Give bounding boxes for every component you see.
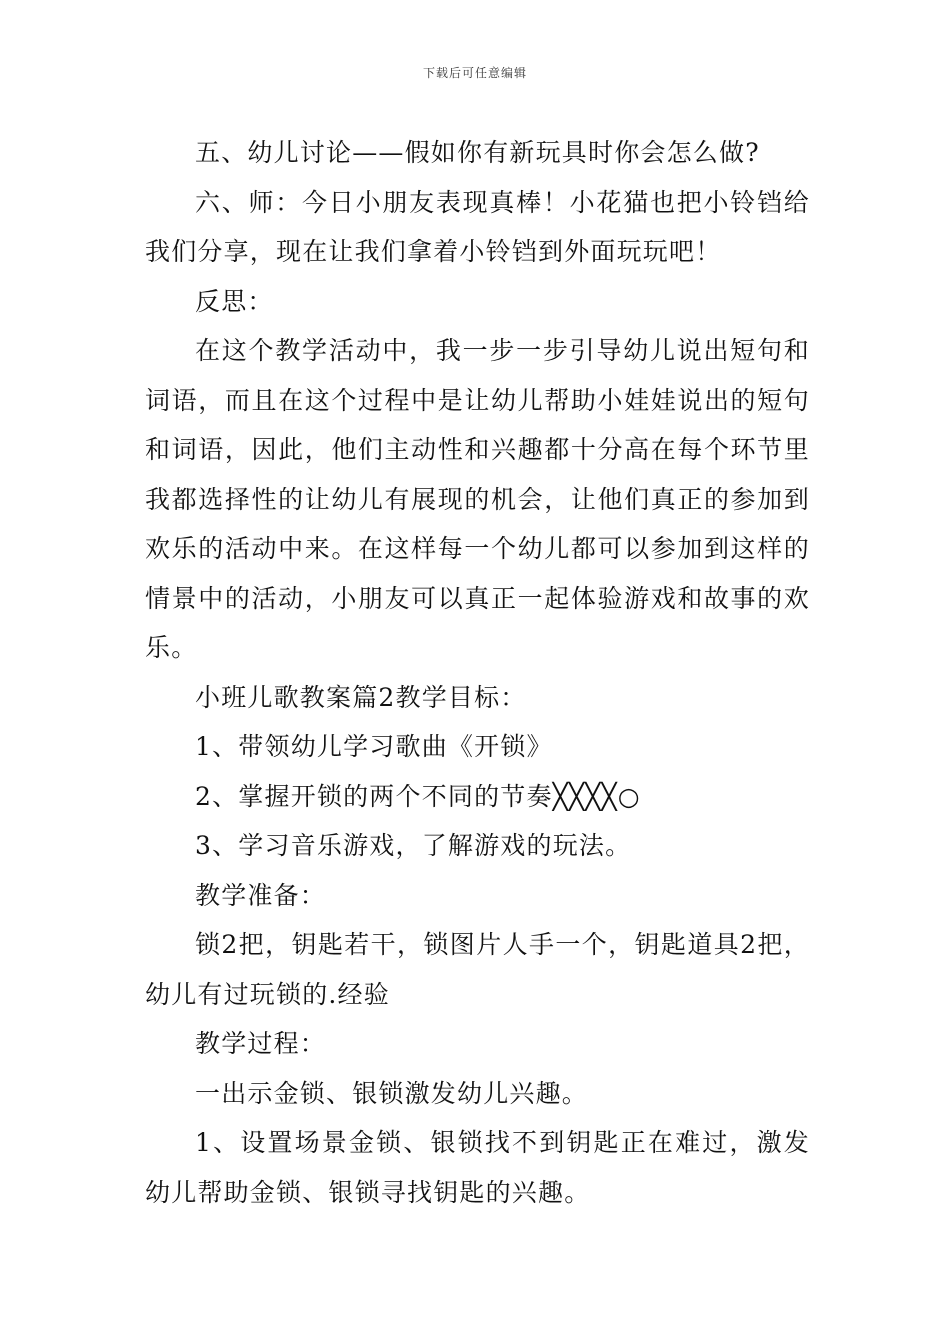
paragraph-lesson2-goals-heading: 小班儿歌教案篇2教学目标： [195, 682, 527, 712]
page-header: 下载后可任意编辑 [422, 66, 527, 80]
paragraph-preparation-body: 锁2把，钥匙若干，锁图片人手一个，钥匙道具2把，幼儿有过玩锁的.经验 [145, 930, 810, 1009]
paragraph-discussion: 五、幼儿讨论——假如你有新玩具时你会怎么做? [195, 138, 760, 167]
paragraph-preparation-heading: 教学准备： [195, 880, 327, 910]
document-body [145, 128, 810, 1217]
paragraph-goal-3: 3、学习音乐游戏，了解游戏的玩法。 [195, 831, 632, 860]
paragraph-reflection-body: 在这个教学活动中，我一步一步引导幼儿说出短句和词语，而且在这个过程中是让幼儿帮助小娃娃说出的短句和词语，因此，他们主动性和兴趣都十分高在每个环节里我都选择性的让幼儿有展现的机会，让他们真正的参加到欢乐的活动中来。在这样每一个幼儿都可以参加到这样的情景中的活动，小朋友可以真正一起体验游戏和故事的欢乐。 [145, 336, 810, 662]
paragraph-process-step-1: 一出示金锁、银锁激发幼儿兴趣。 [195, 1078, 589, 1108]
paragraph-reflection-heading: 反思： [195, 286, 274, 316]
paragraph-teacher-praise: 六、师：今日小朋友表现真棒！小花猫也把小铃铛给我们分享，现在让我们拿着小铃铛到外面玩玩吧！ [145, 187, 810, 266]
paragraph-process-heading: 教学过程： [195, 1029, 327, 1058]
paragraph-goal-1: 1、带领幼儿学习歌曲《开锁》 [195, 732, 553, 761]
paragraph-goal-2: 2、掌握开锁的两个不同的节奏╳╳╳╳○ [195, 781, 641, 811]
paragraph-process-step-1-1: 1、设置场景金锁、银锁找不到钥匙正在难过，激发幼儿帮助金锁、银锁寻找钥匙的兴趣。 [145, 1128, 810, 1207]
